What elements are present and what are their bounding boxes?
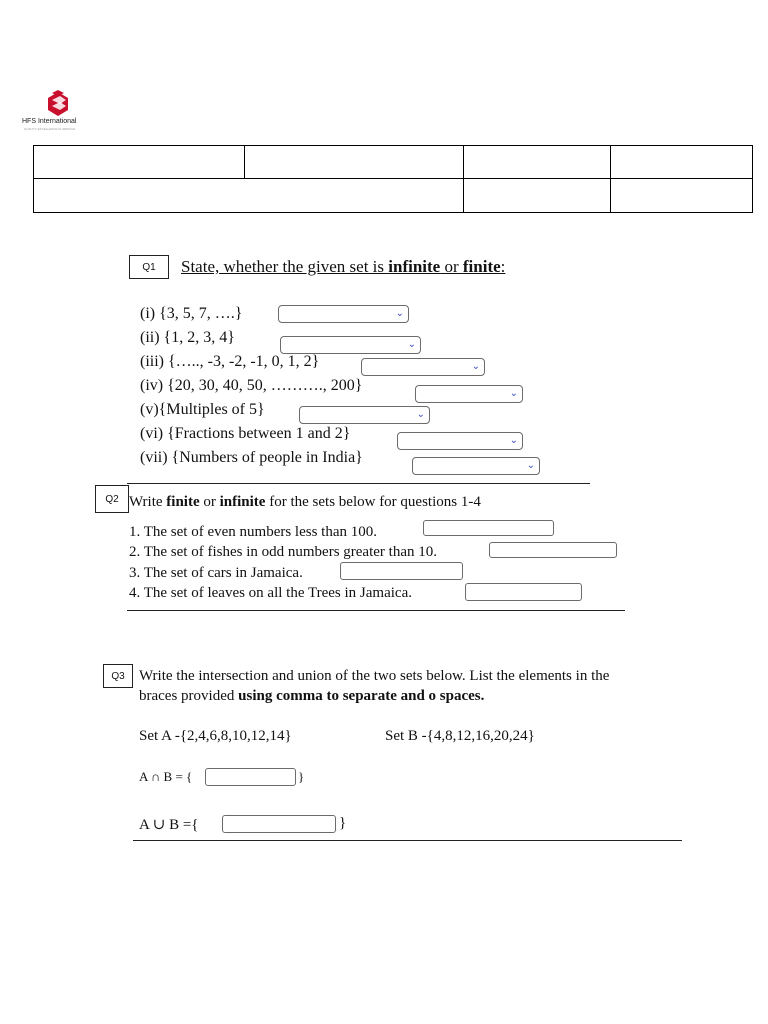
- intersection-close-brace: }: [298, 769, 305, 784]
- chevron-down-icon: ⌄: [416, 409, 425, 420]
- brand-name: HFS International: [22, 118, 77, 125]
- q1-divider: [127, 483, 590, 484]
- q1-select-7[interactable]: [412, 457, 540, 475]
- hfs-logo-icon: [20, 88, 100, 132]
- set-a: Set A -{2,4,6,8,10,12,14}: [139, 728, 292, 744]
- q1-word-or: or: [440, 257, 463, 276]
- q1-item-4: (iv) {20, 30, 40, 50, ………., 200}: [140, 377, 363, 394]
- q2-word-finite: finite: [166, 494, 200, 510]
- q2-answer-input-2[interactable]: [489, 542, 617, 558]
- q2-word-or: or: [199, 494, 220, 510]
- q2-item-1: 1. The set of even numbers less than 100.: [129, 524, 378, 540]
- union-input[interactable]: [222, 815, 336, 833]
- q2-divider: [127, 610, 625, 611]
- info-cell[interactable]: [34, 179, 464, 213]
- q1-item-6: (vi) {Fractions between 1 and 2}: [140, 425, 351, 442]
- q2-item-3: 3. The set of cars in Jamaica.: [129, 565, 303, 581]
- chevron-down-icon: ⌄: [407, 339, 416, 350]
- q1-word-infinite: infinite: [388, 257, 441, 276]
- intersection-label: A ∩ B = {: [139, 769, 193, 784]
- q1-item-2: (ii) {1, 2, 3, 4}: [140, 329, 235, 346]
- chevron-down-icon: ⌄: [509, 388, 518, 399]
- q3-instruction-prefix: braces provided: [139, 688, 239, 704]
- q2-word-infinite: infinite: [219, 494, 266, 510]
- q2-answer-input-1[interactable]: [423, 520, 554, 536]
- union-label: A ∪ B ={: [139, 817, 199, 833]
- info-cell[interactable]: [245, 146, 464, 179]
- q2-instruction-suffix: for the sets below for questions 1-4: [265, 494, 481, 510]
- chevron-down-icon: ⌄: [395, 308, 404, 319]
- q3-label: Q3: [103, 664, 133, 688]
- q2-answer-input-4[interactable]: [465, 583, 582, 601]
- q1-select-1[interactable]: [278, 305, 409, 323]
- info-cell[interactable]: [34, 146, 245, 179]
- info-cell[interactable]: [611, 146, 753, 179]
- q1-select-6[interactable]: [397, 432, 523, 450]
- info-cell[interactable]: [464, 179, 611, 213]
- q3-instruction-bold: using comma to separate and o spaces.: [238, 688, 485, 704]
- chevron-down-icon: ⌄: [471, 361, 480, 372]
- intersection-input[interactable]: [205, 768, 296, 786]
- q2-instruction: [129, 494, 481, 511]
- q1-select-2[interactable]: [280, 336, 421, 354]
- q3-instruction-line1: Write the intersection and union of the two sets below. List the elements in the: [139, 668, 610, 684]
- q3-divider: [133, 840, 682, 841]
- q1-select-4[interactable]: [415, 385, 523, 403]
- chevron-down-icon: ⌄: [526, 460, 535, 471]
- set-b: Set B -{4,8,12,16,20,24}: [385, 728, 535, 744]
- chevron-down-icon: ⌄: [509, 435, 518, 446]
- union-close-brace: }: [339, 815, 347, 831]
- q1-item-7: (vii) {Numbers of people in India}: [140, 449, 363, 466]
- q1-item-1: (i) {3, 5, 7, ….}: [140, 305, 243, 322]
- q1-select-3[interactable]: [361, 358, 485, 376]
- q1-colon: :: [500, 257, 506, 276]
- q1-instruction-text: State, whether the given set is: [181, 257, 389, 276]
- q2-item-2: 2. The set of fishes in odd numbers greater than 10.: [129, 544, 437, 560]
- q1-label: Q1: [129, 255, 169, 279]
- info-cell[interactable]: [464, 146, 611, 179]
- q1-item-5: (v){Multiples of 5}: [140, 401, 265, 418]
- q1-select-5[interactable]: [299, 406, 430, 424]
- q2-instruction-prefix: Write: [129, 494, 167, 510]
- info-cell[interactable]: [611, 179, 753, 213]
- q3-instruction-line2: [139, 688, 484, 705]
- q1-instruction: [181, 257, 505, 277]
- student-info-table: [33, 145, 753, 213]
- q1-item-3: (iii) {….., -3, -2, -1, 0, 1, 2}: [140, 353, 320, 370]
- q2-label: Q2: [95, 485, 129, 513]
- q1-word-finite: finite: [462, 257, 501, 276]
- q2-item-4: 4. The set of leaves on all the Trees in Jamaica.: [129, 585, 412, 601]
- q2-answer-input-3[interactable]: [340, 562, 463, 580]
- brand-tagline: QUALITY EXCELLENCE IN SERVICE: [24, 127, 76, 131]
